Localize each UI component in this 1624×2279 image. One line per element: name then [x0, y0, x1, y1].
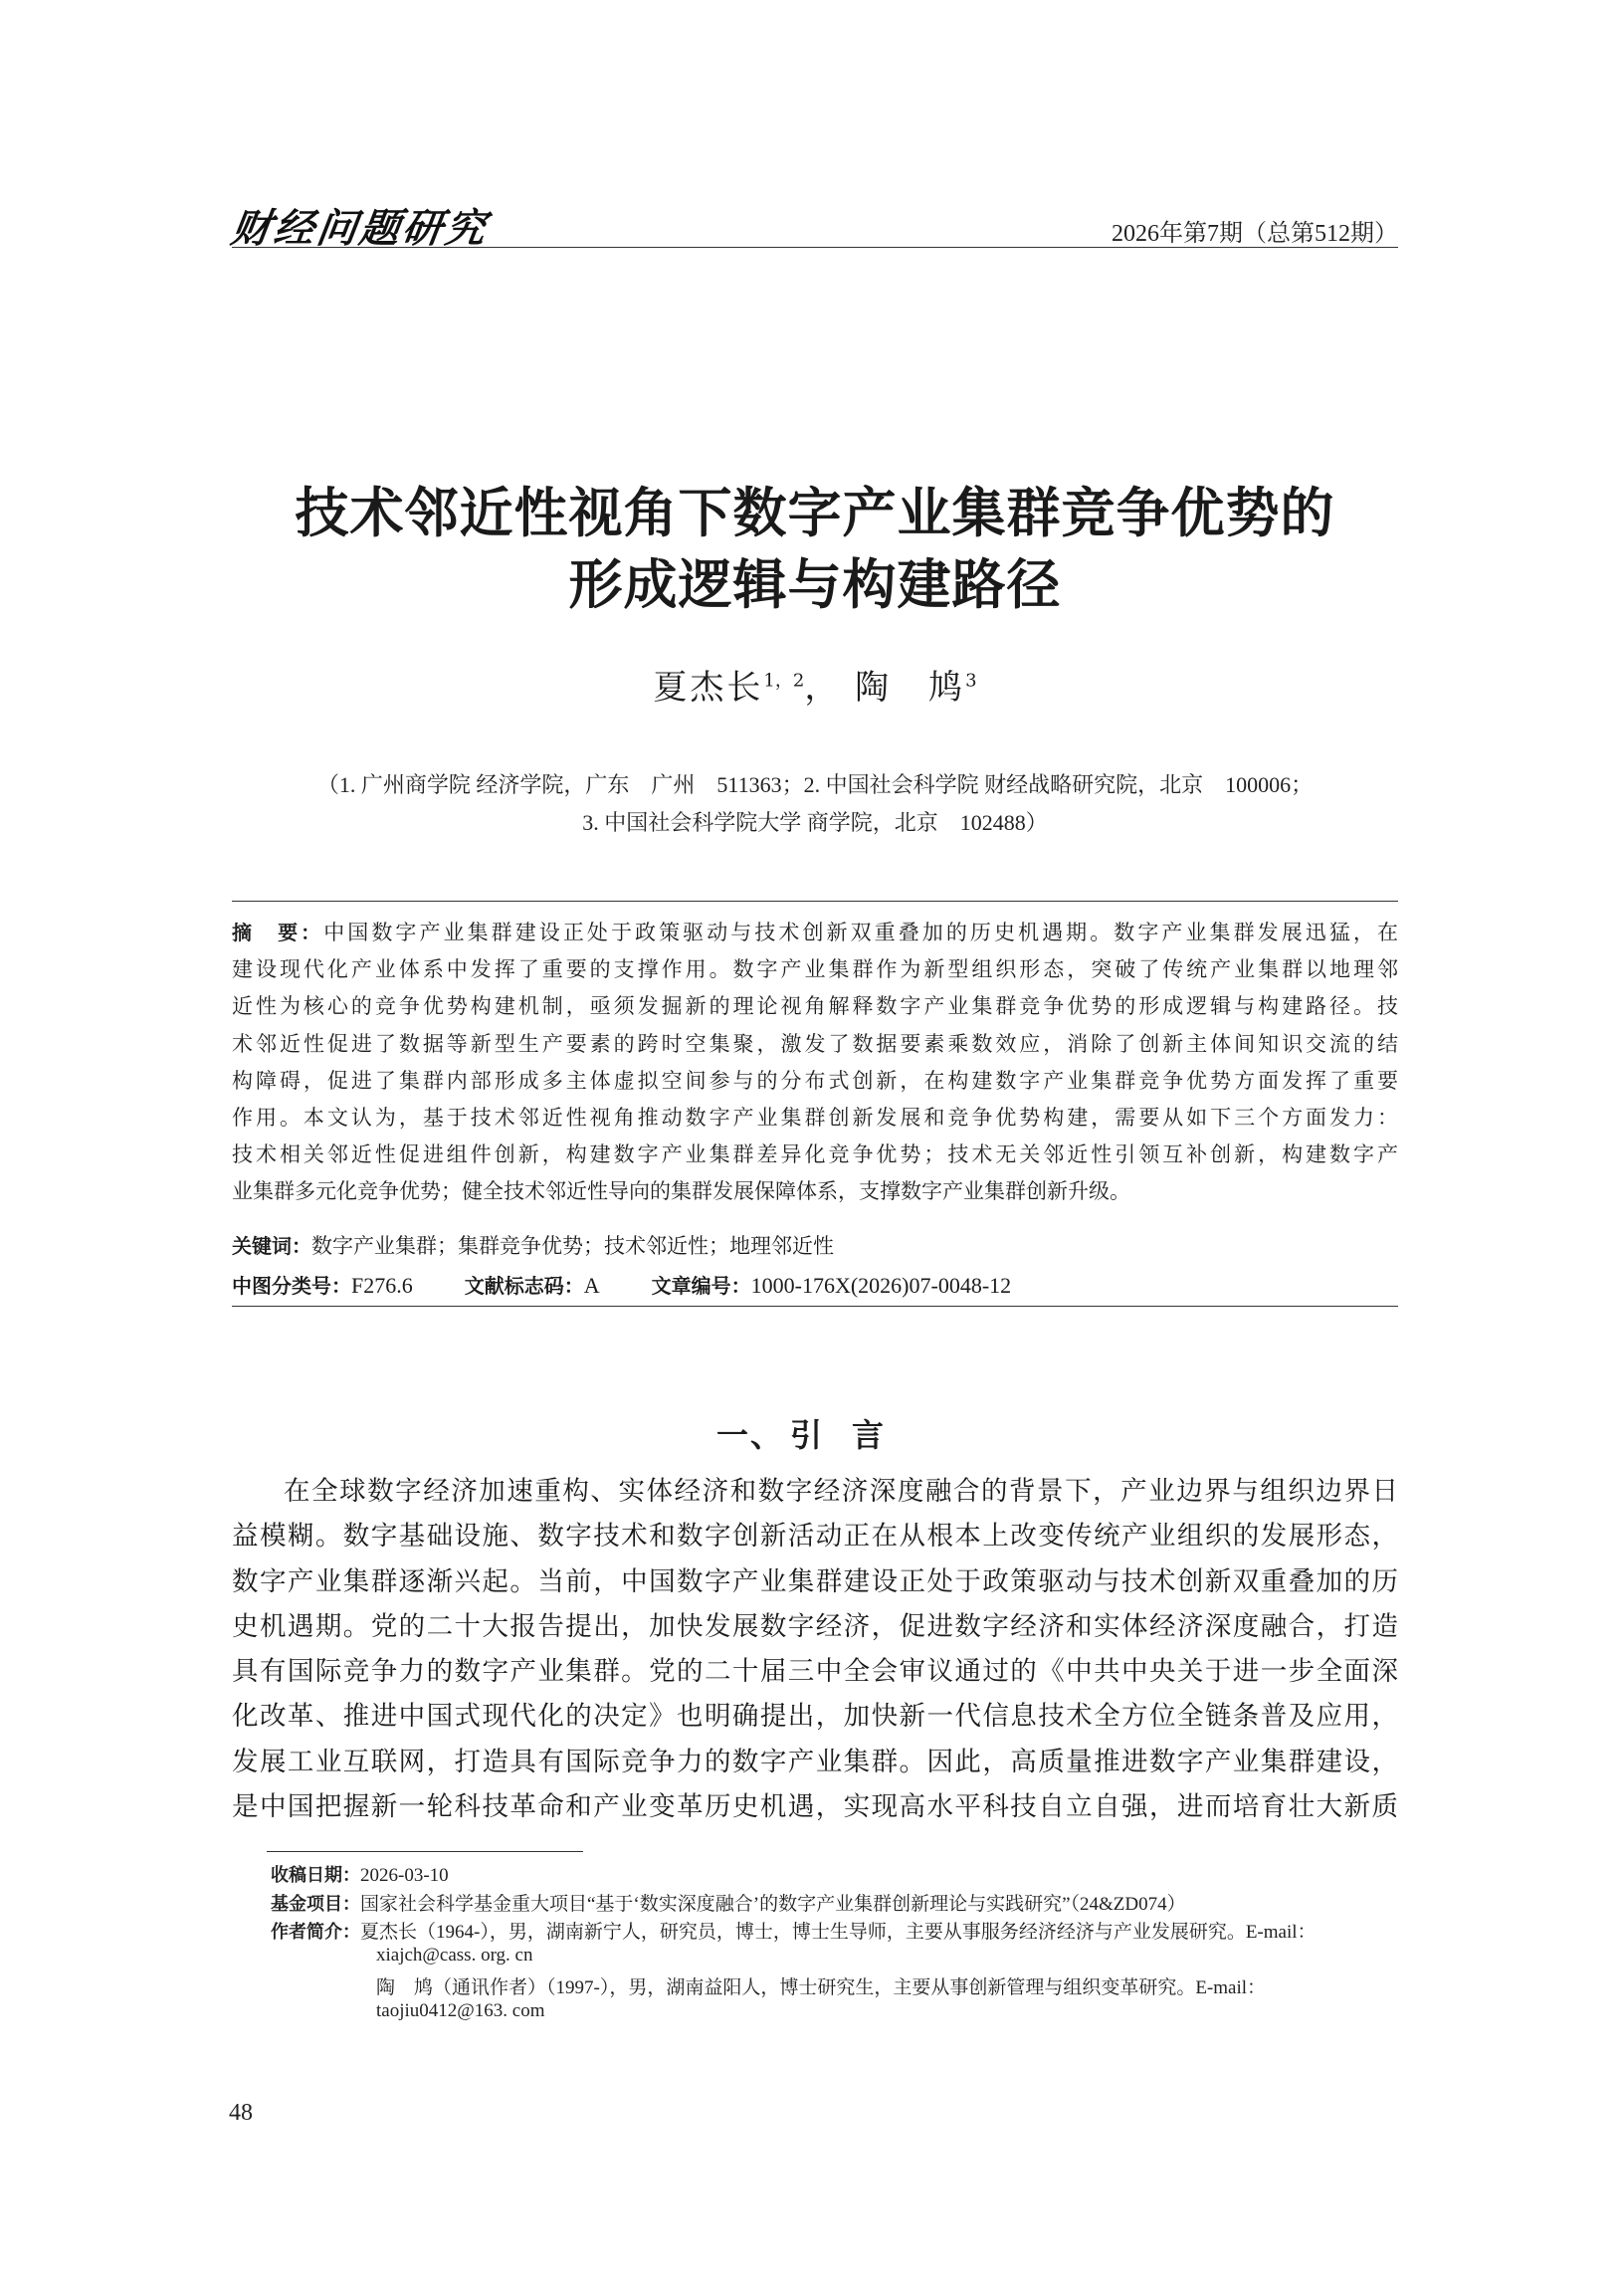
fund-value: 国家社会科学基金重大项目“基于‘数实深度融合’的数字产业集群创新理论与实践研究”（24&ZD074） — [360, 1894, 1186, 1915]
body-line: 在全球数字经济加速重构、实体经济和数字经济深度融合的背景下，产业边界与组织边界日 — [284, 1476, 1398, 1507]
body-line: 益模糊。数字基础设施、数字技术和数字创新活动正在从根本上改变传统产业组织的发展形态， — [232, 1521, 1398, 1553]
article-number-label: 文章编号： — [651, 1274, 751, 1298]
abstract-line: 建设现代化产业体系中发挥了重要的支撑作用。数字产业集群作为新型组织形态，突破了传统产业集群以地理邻 — [232, 957, 1398, 982]
author-affiliation-mark: 3 — [965, 670, 977, 692]
affiliation-line: 3. 中国社会科学院大学 商学院，北京 102488） — [582, 810, 1048, 835]
footnote-author — [271, 1917, 1317, 1944]
section-number: 一、 — [715, 1416, 784, 1454]
body-line: 化改革、推进中国式现代化的决定》也明确提出，加快新一代信息技术全方位全链条普及应用， — [232, 1701, 1398, 1733]
abstract-label: 摘 要： — [232, 921, 324, 944]
body-line: 数字产业集群逐渐兴起。当前，中国数字产业集群建设正处于政策驱动与技术创新双重叠加的历 — [232, 1565, 1398, 1597]
classification-line — [232, 1270, 1398, 1299]
keywords-label: 关键词： — [232, 1234, 311, 1258]
body-paragraph — [232, 1469, 1398, 1829]
section-title: 引言 — [790, 1416, 914, 1454]
author2-email: taojiu0412@163. com — [376, 2000, 545, 2021]
affiliation-line: （1. 广州商学院 经济学院，广东 广州 511363；2. 中国社会科学院 财经战略研究院，北京 100006； — [316, 772, 1314, 797]
author1-bio: 夏杰长（1964-），男，湖南新宁人，研究员，博士，博士生导师，主要从事服务经济经济与产业发展研究。E-mail： — [360, 1922, 1317, 1943]
author-separator: ， — [804, 668, 842, 708]
journal-logo: 财经问题研究 — [228, 205, 492, 252]
section-heading — [232, 1410, 1398, 1456]
body-line: 具有国际竞争力的数字产业集群。党的二十届三中全会审议通过的《中共中央关于进一步全面深 — [232, 1656, 1398, 1688]
clc-label: 中图分类号： — [232, 1274, 351, 1298]
author-name: 夏杰长 — [653, 668, 764, 708]
doc-code-value: A — [583, 1273, 600, 1298]
abstract — [232, 915, 1398, 1211]
body-line: 史机遇期。党的二十大报告提出，加快发展数字经济，促进数字经济和实体经济深度融合，打造 — [232, 1610, 1398, 1642]
keywords-value: 数字产业集群；集群竞争优势；技术邻近性；地理邻近性 — [311, 1234, 834, 1258]
footnote-divider — [267, 1851, 583, 1852]
abstract-line: 技术相关邻近性促进组件创新，构建数字产业集群差异化竞争优势；技术无关邻近性引领互补创新，构建数字产 — [232, 1142, 1398, 1167]
author-affiliation-mark: 1，2 — [763, 670, 805, 692]
journal-header — [228, 195, 1398, 252]
abstract-line: 业集群多元化竞争优势；健全技术邻近性导向的集群发展保障体系，支撑数字产业集群创新升级。 — [232, 1179, 1130, 1204]
article-title-line2: 形成逻辑与构建路径 — [568, 553, 1062, 616]
clc-value: F276.6 — [351, 1273, 413, 1298]
article-number-value: 1000-176X(2026)07-0048-12 — [750, 1273, 1012, 1298]
body-line: 是中国把握新一轮科技革命和产业变革历史机遇，实现高水平科技自立自强，进而培育壮大新质 — [232, 1791, 1398, 1823]
received-value: 2026-03-10 — [360, 1865, 449, 1886]
abstract-line: 术邻近性促进了数据等新型生产要素的跨时空集聚，激发了数据要素乘数效应，消除了创新主体间知识交流的结 — [232, 1031, 1398, 1056]
body-line: 发展工业互联网，打造具有国际竞争力的数字产业集群。因此，高质量推进数字产业集群建设， — [232, 1746, 1398, 1777]
footnote-fund — [271, 1889, 1186, 1916]
received-label: 收稿日期： — [271, 1865, 360, 1886]
abstract-bottom-rule — [232, 1306, 1398, 1307]
footnote-received — [271, 1861, 449, 1887]
author2-bio: 陶 鸠（通讯作者）（1997-），男，湖南益阳人，博士研究生，主要从事创新管理与组织变革研究。E-mail： — [376, 1977, 1267, 1998]
author1-email: xiajch@cass. org. cn — [376, 1945, 533, 1966]
author-bio-label: 作者简介： — [271, 1922, 360, 1943]
abstract-line: 构障碍，促进了集群内部形成多主体虚拟空间参与的分布式创新，在构建数字产业集群竞争优势方面发挥了重要 — [232, 1068, 1398, 1093]
header-divider — [232, 247, 1398, 248]
abstract-line: 作用。本文认为，基于技术邻近性视角推动数字产业集群创新发展和竞争优势构建，需要从如下三个方面发力： — [232, 1105, 1398, 1130]
article-title-line1: 技术邻近性视角下数字产业集群竞争优势的 — [295, 482, 1335, 544]
abstract-top-rule — [232, 901, 1398, 902]
abstract-line: 近性为核心的竞争优势构建机制，亟须发掘新的理论视角解释数字产业集群竞争优势的形成逻辑与构建路径。技 — [232, 994, 1398, 1019]
author-name: 陶 鸠 — [855, 668, 966, 708]
issue-info: 2026年第7期（总第512期） — [1112, 221, 1398, 247]
author-line — [232, 660, 1398, 709]
keywords — [232, 1230, 1398, 1260]
page-number: 48 — [229, 2100, 253, 2126]
doc-code-label: 文献标志码： — [464, 1274, 584, 1298]
abstract-line: 摘 要：中国数字产业集群建设正处于政策驱动与技术创新双重叠加的历史机遇期。数字产业集群发展迅猛，在 — [232, 921, 1398, 944]
fund-label: 基金项目： — [271, 1894, 360, 1915]
